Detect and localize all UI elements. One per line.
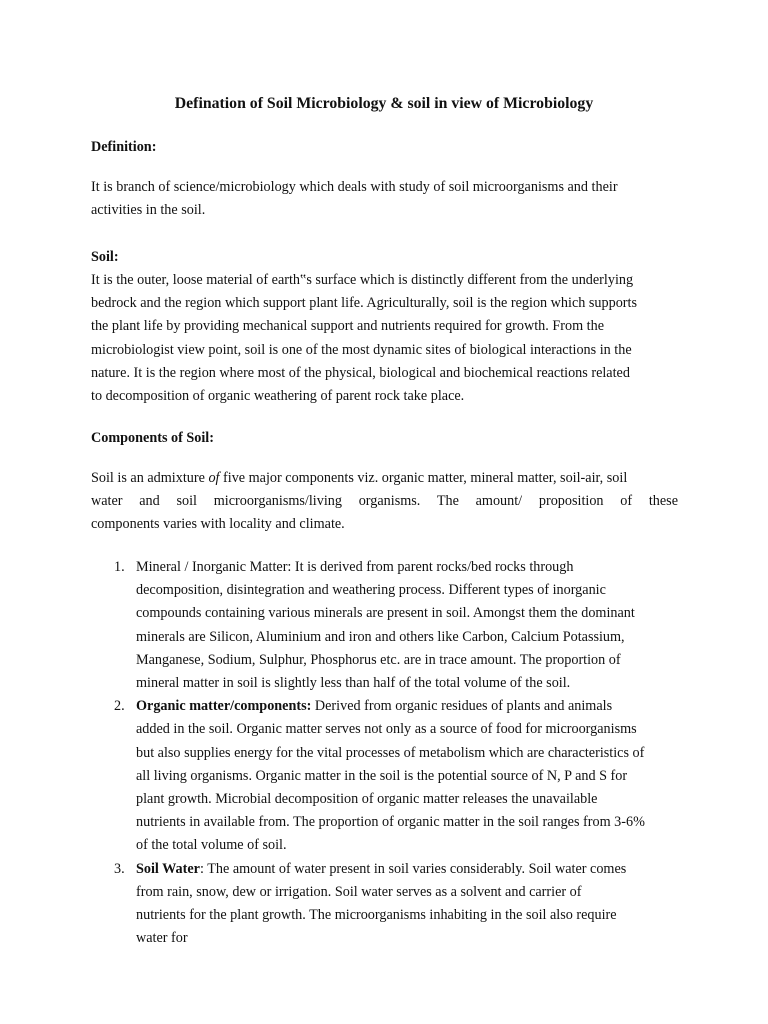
list-item [91,695,681,857]
soil-line: bedrock and the region which support plant life. Agriculturally, soil is the region which supports [91,295,637,312]
list-item [91,858,681,951]
list-line: plant growth. Microbial decomposition of organic matter releases the unavailable [136,791,598,808]
list-line: but also supplies energy for the vital processes of metabolism which are characteristics of [136,744,645,761]
list-line: Mineral / Inorganic Matter: It is derived from parent rocks/bed rocks through [136,559,574,575]
components-list [91,556,681,950]
list-line: compounds containing various minerals are present in soil. Amongst them the dominant [136,605,635,622]
soil-line: microbiologist view point, soil is one of the most dynamic sites of biological interactions in the [91,341,632,358]
page-title: Defination of Soil Microbiology & soil in view of Microbiology [174,95,594,112]
definition-line: activities in the soil. [91,202,206,219]
soil-paragraph [91,269,678,408]
soil-line: It is the outer, loose material of earth‟s surface which is distinctly different from the underlying [91,272,634,288]
list-line: Manganese, Sodium, Sulphur, Phosphorus etc. are in trace amount. The proportion of [136,651,621,668]
components-line: Soil is an admixture of five major components viz. organic matter, mineral matter, soil-air, soil [91,470,628,486]
soil-line: the plant life by providing mechanical support and nutrients required for growth. From the [91,318,604,335]
soil-line: nature. It is the region where most of the physical, biological and biochemical reactions related [91,364,630,381]
italic-word: of [208,470,220,486]
soil-heading: Soil: [91,249,119,265]
list-line: all living organisms. Organic matter in the soil is the potential source of N, P and S for [136,767,628,784]
list-line: added in the soil. Organic matter serves not only as a source of food for microorganisms [136,721,637,738]
list-line: decomposition, disintegration and weathering process. Different types of inorganic [136,582,606,599]
list-line: mineral matter in soil is slightly less than half of the total volume of the soil. [136,675,571,692]
list-number: 3. [114,860,125,877]
list-line: nutrients for the plant growth. The microorganisms inhabiting in the soil also require [136,907,617,924]
list-line: water for [136,930,188,947]
components-line: water and soil microorganisms/living organisms. The amount/ proposition of these [91,493,678,510]
list-number: 1. [114,559,125,575]
definition-line: It is branch of science/microbiology which deals with study of soil microorganisms and their [91,179,618,195]
components-line: components varies with locality and climate. [91,516,345,533]
list-item-lead: Soil Water [136,860,200,877]
definition-heading: Definition: [91,139,157,155]
list-line: Organic matter/components: Derived from organic residues of plants and animals [136,698,613,715]
list-line: nutrients in available from. The proportion of organic matter in the soil ranges from 3-6% [136,814,645,831]
list-line: minerals are Silicon, Aluminium and iron and others like Carbon, Calcium Potassium, [136,628,625,645]
list-item-lead: Organic matter/components: [136,698,312,715]
components-heading: Components of Soil: [91,430,214,446]
list-line: from rain, snow, dew or irrigation. Soil water serves as a solvent and carrier of [136,883,582,900]
list-line: of the total volume of soil. [136,837,287,854]
definition-paragraph [91,176,678,222]
list-line: Soil Water: The amount of water present in soil varies considerably. Soil water comes [136,860,627,877]
soil-line: to decomposition of organic weathering of parent rock take place. [91,388,465,405]
components-paragraph [91,467,678,537]
list-item [91,556,681,695]
list-number: 2. [114,698,125,715]
